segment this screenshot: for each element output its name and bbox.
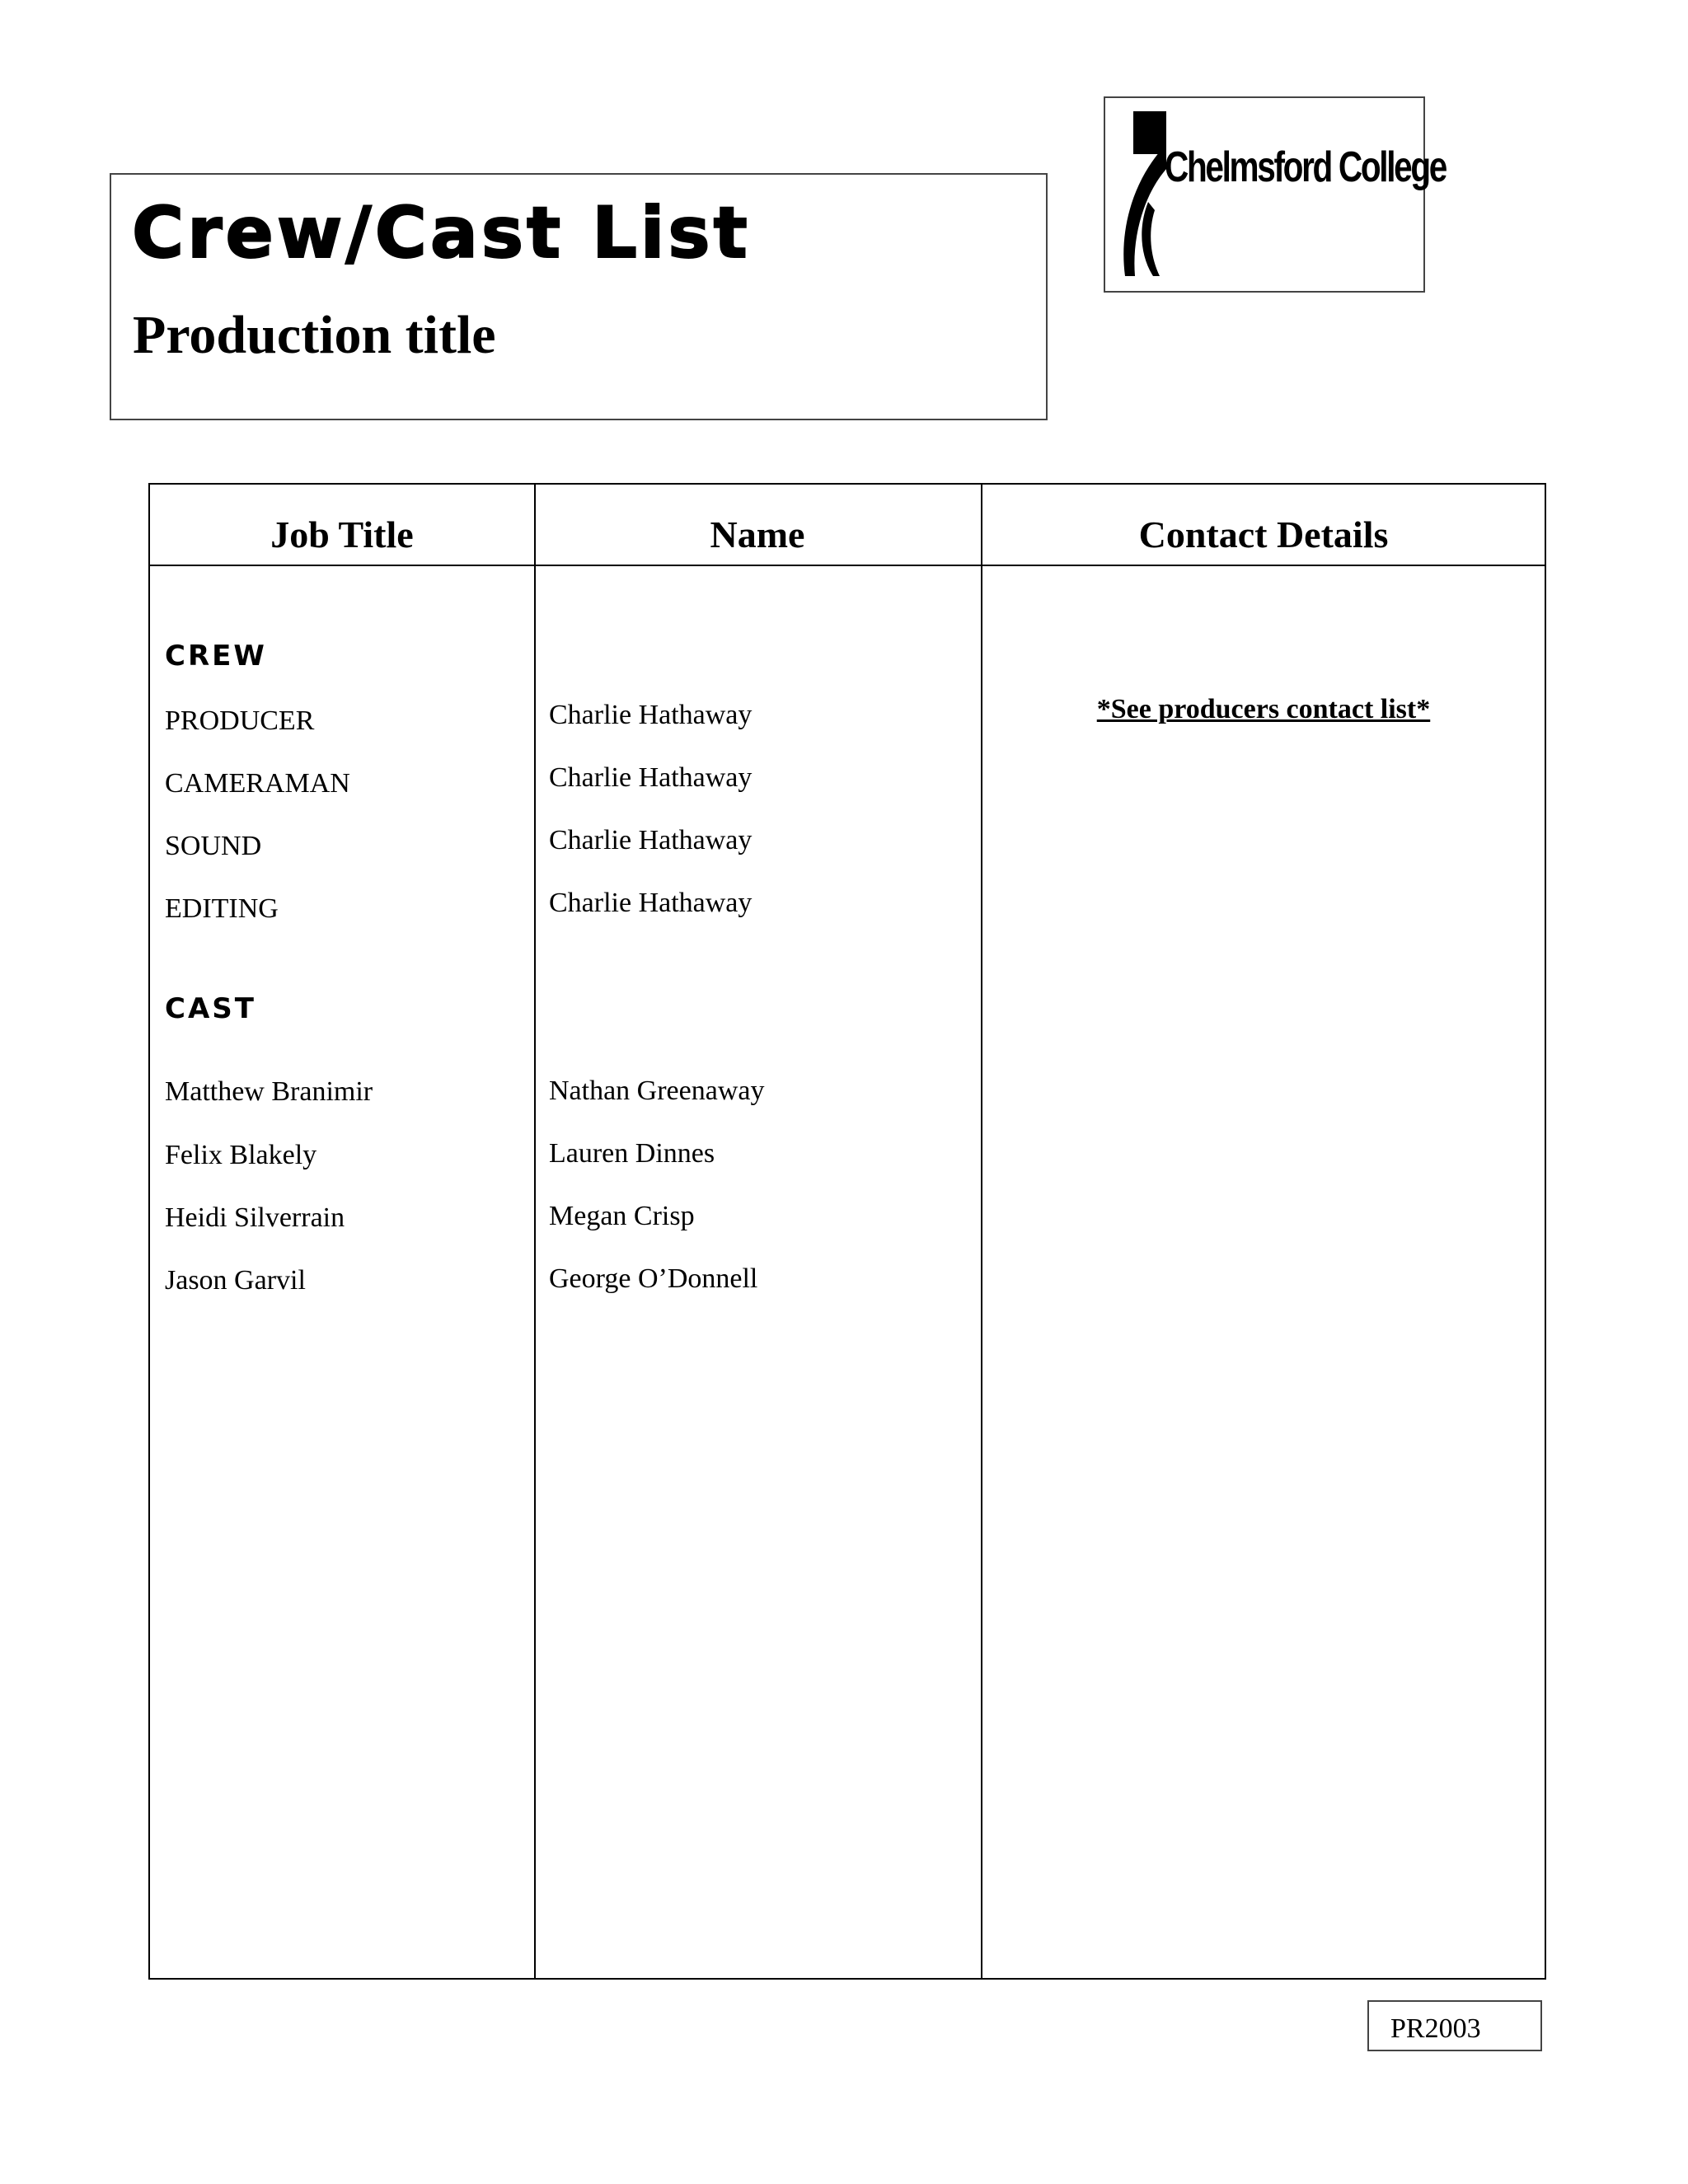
contact-details-note: *See producers contact list*: [1096, 694, 1431, 724]
reference-code-box: [1367, 2000, 1542, 2051]
column-header-job-title: Job Title: [270, 513, 414, 555]
crew-cast-table: [148, 483, 1546, 1980]
college-logo-text: Chelmsford College: [1165, 143, 1447, 191]
crew-job-title: CAMERAMAN: [165, 768, 350, 799]
crew-name: Charlie Hathaway: [549, 825, 753, 855]
column-divider: [534, 485, 536, 1978]
cast-name: George O’Donnell: [549, 1263, 758, 1294]
reference-code: PR2003: [1390, 2013, 1481, 2044]
title-box: [110, 173, 1048, 420]
cast-heading: CAST: [165, 992, 256, 1025]
cast-name: Megan Crisp: [549, 1201, 695, 1231]
document-title: Crew/Cast List: [132, 192, 751, 274]
cast-role: Felix Blakely: [165, 1140, 317, 1170]
crew-name: Charlie Hathaway: [549, 762, 753, 793]
cast-name: Nathan Greenaway: [549, 1076, 765, 1106]
cast-role: Matthew Branimir: [165, 1076, 373, 1107]
college-logo-swoosh-icon: [1117, 111, 1171, 276]
cast-name: Lauren Dinnes: [549, 1138, 715, 1169]
production-title: Production title: [133, 305, 496, 365]
crew-job-title: SOUND: [165, 831, 262, 861]
crew-name: Charlie Hathaway: [549, 888, 753, 918]
cast-role: Heidi Silverrain: [165, 1202, 345, 1233]
crew-heading: CREW: [165, 640, 267, 673]
crew-job-title: PRODUCER: [165, 705, 315, 736]
crew-job-title: EDITING: [165, 893, 279, 924]
header-divider: [150, 565, 1545, 566]
college-logo: [1104, 96, 1447, 293]
column-header-contact-details: Contact Details: [1138, 513, 1389, 555]
cast-role: Jason Garvil: [165, 1265, 306, 1296]
crew-name: Charlie Hathaway: [549, 700, 753, 730]
column-header-name: Name: [710, 513, 805, 555]
